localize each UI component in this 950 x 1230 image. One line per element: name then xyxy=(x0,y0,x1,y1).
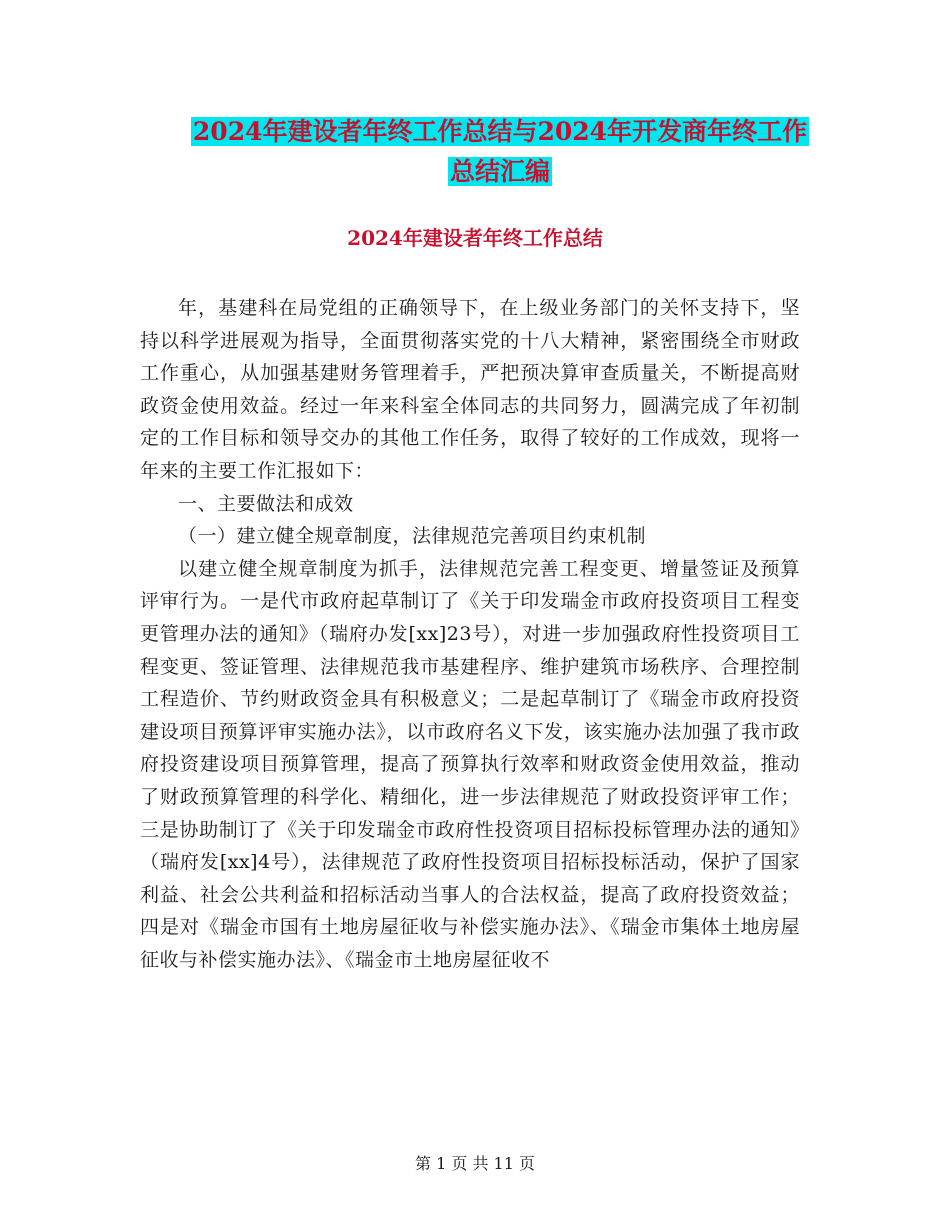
main-title xyxy=(140,112,860,192)
page-footer: 第 1 页 共 11 页 xyxy=(415,1154,535,1173)
section-title: 2024年建设者年终工作总结 xyxy=(347,226,603,250)
heading-level2: （一）建立健全规章制度，法律规范完善项目约束机制 xyxy=(178,525,647,548)
main-title-line1: 2024年建设者年终工作总结与2024年开发商年终工作 xyxy=(192,117,808,146)
body-text xyxy=(140,292,800,976)
main-title-line2: 总结汇编 xyxy=(449,157,550,186)
heading-level1: 一、主要做法和成效 xyxy=(178,492,354,515)
paragraph-rules: 以建立健全规章制度为抓手，法律规范完善工程变更、增量签证及预算评审行为。一是代市政府起草制订了《关于印发瑞金市政府投资项目工程变更管理办法的通知》（瑞府办发[xx]23号），对进一步加强政府性投资项目工程变更、签证管理、法律规范我市基建程序、维护建筑市场秩序、合理控制工程造价、节约财政资金具有积极意义；二是起草制订了《瑞金市政府投资建设项目预算评审实施办法》，以市政府名义下发，该实施办法加强了我市政府投资建设项目预算管理，提高了预算执行效率和财政资金使用效益，推动了财政预算管理的科学化、精细化，进一步法律规范了财政投资评审工作；三是协助制订了《关于印发瑞金市政府性投资项目招标投标管理办法的通知》（瑞府发[xx]4号），法律规范了政府性投资项目招标投标活动，保护了国家利益、社会公共利益和招标活动当事人的合法权益，提高了政府投资效益；四是对《瑞金市国有土地房屋征收与补偿实施办法》、《瑞金市集体土地房屋征收与补偿实施办法》、《瑞金市土地房屋征收不 xyxy=(140,557,800,971)
paragraph-intro: 年，基建科在局党组的正确领导下，在上级业务部门的关怀支持下，坚持以科学进展观为指导，全面贯彻落实党的十八大精神，紧密围绕全市财政工作重心，从加强基建财务管理着手，严把预决算审查质量关，不断提高财政资金使用效益。经过一年来科室全体同志的共同努力，圆满完成了年初制定的工作目标和领导交办的其他工作任务，取得了较好的工作成效，现将一年来的主要工作汇报如下： xyxy=(140,297,800,482)
